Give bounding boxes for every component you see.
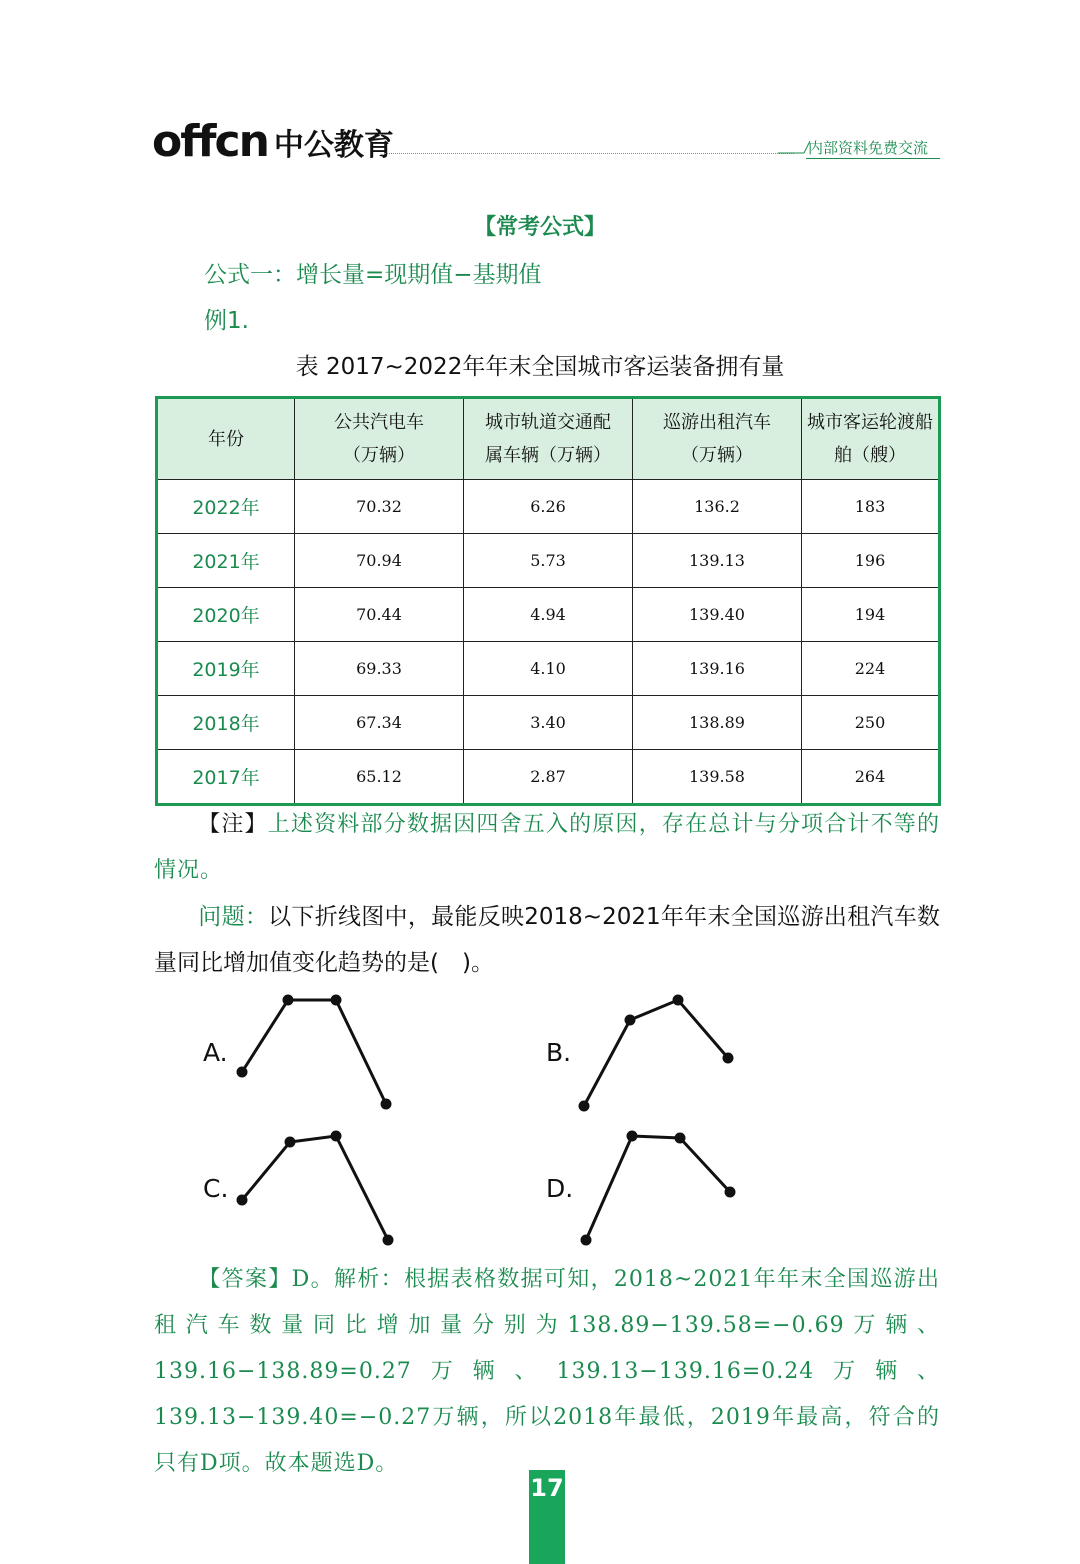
- cell-taxi: 136.2: [633, 480, 802, 534]
- section-title: 【常考公式】: [473, 214, 606, 240]
- cell-ferry: 196: [802, 534, 940, 588]
- option-d-graph: [582, 1132, 734, 1244]
- cell-bus: 70.94: [295, 534, 464, 588]
- cell-year: 2018年: [157, 696, 295, 750]
- cell-taxi: 139.40: [633, 588, 802, 642]
- formula-line: 公式一：增长量=现期值−基期值: [204, 262, 542, 288]
- cell-ferry: 183: [802, 480, 940, 534]
- option-b-graph: [580, 996, 732, 1110]
- cell-bus: 70.32: [295, 480, 464, 534]
- cell-rail: 2.87: [464, 750, 633, 805]
- note-text: 上述资料部分数据因四舍五入的原因，存在总计与分项合计不等的情况。: [154, 812, 940, 883]
- answer-text: D。解析：根据表格数据可知，2018~2021年年末全国巡游出租汽车数量同比增加量分别为138.89−139.58=−0.69万辆、139.16−138.89=0.27万辆、139.13−139.16=0.24万辆、139.13−139.40=−0.27万辆，所以2018年最低，2019年最高，符合的只有D项。故本题选D。: [154, 1267, 940, 1476]
- header-year: 年份: [157, 398, 295, 480]
- question-tag: 问题：: [198, 904, 269, 930]
- cell-rail: 5.73: [464, 534, 633, 588]
- answer-tag: 【答案】: [198, 1267, 292, 1292]
- cell-year: 2019年: [157, 642, 295, 696]
- cell-taxi: 139.13: [633, 534, 802, 588]
- cell-taxi: 138.89: [633, 696, 802, 750]
- cell-bus: 70.44: [295, 588, 464, 642]
- header-rail: 城市轨道交通配 属车辆（万辆）: [464, 398, 633, 480]
- header-taxi: 巡游出租汽车 （万辆）: [633, 398, 802, 480]
- option-c-graph: [238, 1132, 392, 1244]
- cell-ferry: 194: [802, 588, 940, 642]
- cell-year: 2022年: [157, 480, 295, 534]
- cell-year: 2021年: [157, 534, 295, 588]
- note-tag: 【注】: [198, 812, 268, 837]
- question-text: 以下折线图中，最能反映2018~2021年年末全国巡游出租汽车数量同比增加值变化趋势的是( )。: [154, 904, 941, 976]
- example-label: 例1.: [204, 308, 249, 334]
- option-a-graph: [238, 996, 390, 1108]
- cell-bus: 67.34: [295, 696, 464, 750]
- cell-taxi: 139.58: [633, 750, 802, 805]
- cell-year: 2020年: [157, 588, 295, 642]
- cell-bus: 65.12: [295, 750, 464, 805]
- answer-paragraph: [154, 1257, 940, 1487]
- option-d-label: D.: [546, 1174, 574, 1203]
- cell-taxi: 139.16: [633, 642, 802, 696]
- option-b-label: B.: [546, 1038, 572, 1067]
- cell-rail: 6.26: [464, 480, 633, 534]
- cell-year: 2017年: [157, 750, 295, 805]
- header-note: 内部资料免费交流: [808, 139, 929, 157]
- header-bus: 公共汽电车 （万辆）: [295, 398, 464, 480]
- brand-name: 中公教育: [273, 128, 394, 163]
- header-ferry: 城市客运轮渡船 舶（艘）: [802, 398, 940, 480]
- cell-ferry: 224: [802, 642, 940, 696]
- page-number: 17: [530, 1474, 564, 1502]
- cell-ferry: 264: [802, 750, 940, 805]
- cell-ferry: 250: [802, 696, 940, 750]
- table-title: 表 2017~2022年年末全国城市客运装备拥有量: [295, 354, 785, 380]
- option-a-label: A.: [203, 1038, 228, 1067]
- cell-rail: 3.40: [464, 696, 633, 750]
- option-c-label: C.: [203, 1174, 229, 1203]
- cell-rail: 4.10: [464, 642, 633, 696]
- cell-bus: 69.33: [295, 642, 464, 696]
- cell-rail: 4.94: [464, 588, 633, 642]
- logo-mark: offcn: [152, 116, 268, 167]
